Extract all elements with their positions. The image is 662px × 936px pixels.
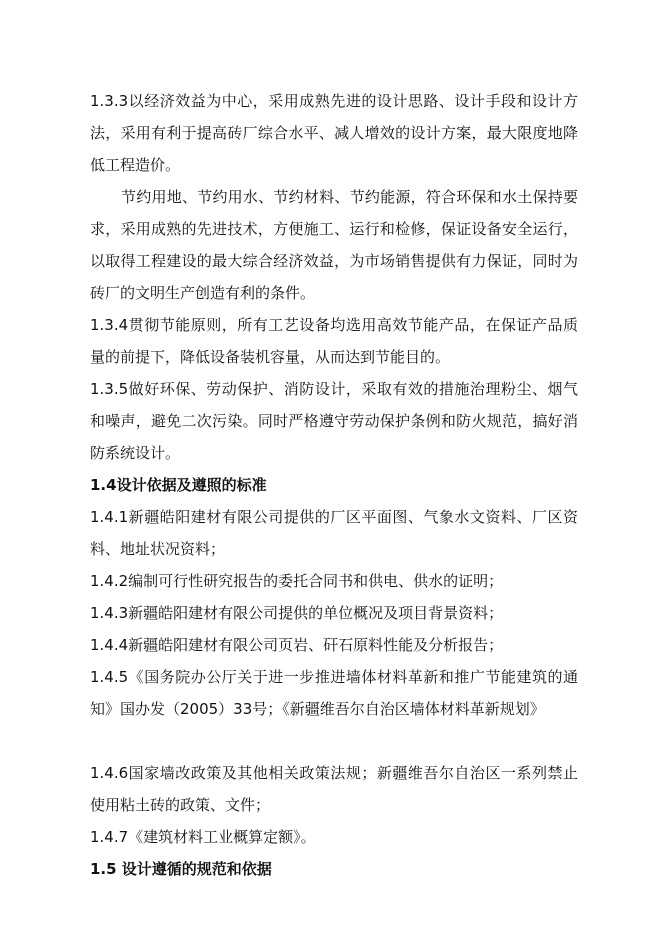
paragraph-1-3-3-continued: 节约用地、节约用水、节约材料、节约能源，符合环保和水土保持要求，采用成熟的先进技术，方便施工、运行和检修，保证设备安全运行，以取得工程建设的最大综合经济效益，为市场销售提供有力保证，同时为砖厂的文明生产创造有利的条件。 (90, 188, 578, 302)
section-heading-1-4: 1.4设计依据及遵照的标准 (90, 476, 267, 494)
list-item-1-4-3: 1.4.3新疆皓阳建材有限公司提供的单位概况及项目背景资料； (90, 604, 504, 622)
paragraph-1-3-5: 1.3.5做好环保、劳动保护、消防设计，采取有效的措施治理粉尘、烟气和噪声，避免二次污染。同时严格遵守劳动保护条例和防火规范，搞好消防系统设计。 (90, 380, 578, 462)
paragraph-1-3-3: 1.3.3以经济效益为中心，采用成熟先进的设计思路、设计手段和设计方法，采用有利于提高砖厂综合水平、减人增效的设计方案，最大限度地降低工程造价。 (90, 92, 578, 174)
list-item-1-4-4: 1.4.4新疆皓阳建材有限公司页岩、矸石原料性能及分析报告； (90, 636, 504, 654)
list-item-1-4-6: 1.4.6国家墙改政策及其他相关政策法规；新疆维吾尔自治区一系列禁止使用粘土砖的政策、文件； (90, 764, 578, 814)
blank-line (90, 725, 578, 757)
list-item-1-4-1: 1.4.1新疆皓阳建材有限公司提供的厂区平面图、气象水文资料、厂区资料、地址状况资料； (90, 508, 578, 558)
section-heading-1-5: 1.5 设计遵循的规范和依据 (90, 860, 272, 878)
document-body (90, 85, 578, 885)
paragraph-1-3-4: 1.3.4贯彻节能原则，所有工艺设备均选用高效节能产品，在保证产品质量的前提下，降低设备装机容量，从而达到节能目的。 (90, 316, 578, 366)
list-item-1-4-2: 1.4.2编制可行性研究报告的委托合同书和供电、供水的证明； (90, 572, 504, 590)
list-item-1-4-7: 1.4.7《建筑材料工业概算定额》。 (90, 828, 316, 846)
list-item-1-4-5: 1.4.5《国务院办公厅关于进一步推进墙体材料革新和推广节能建筑的通知》国办发（2005）33号；《新疆维吾尔自治区墙体材料革新规划》 (90, 668, 578, 718)
